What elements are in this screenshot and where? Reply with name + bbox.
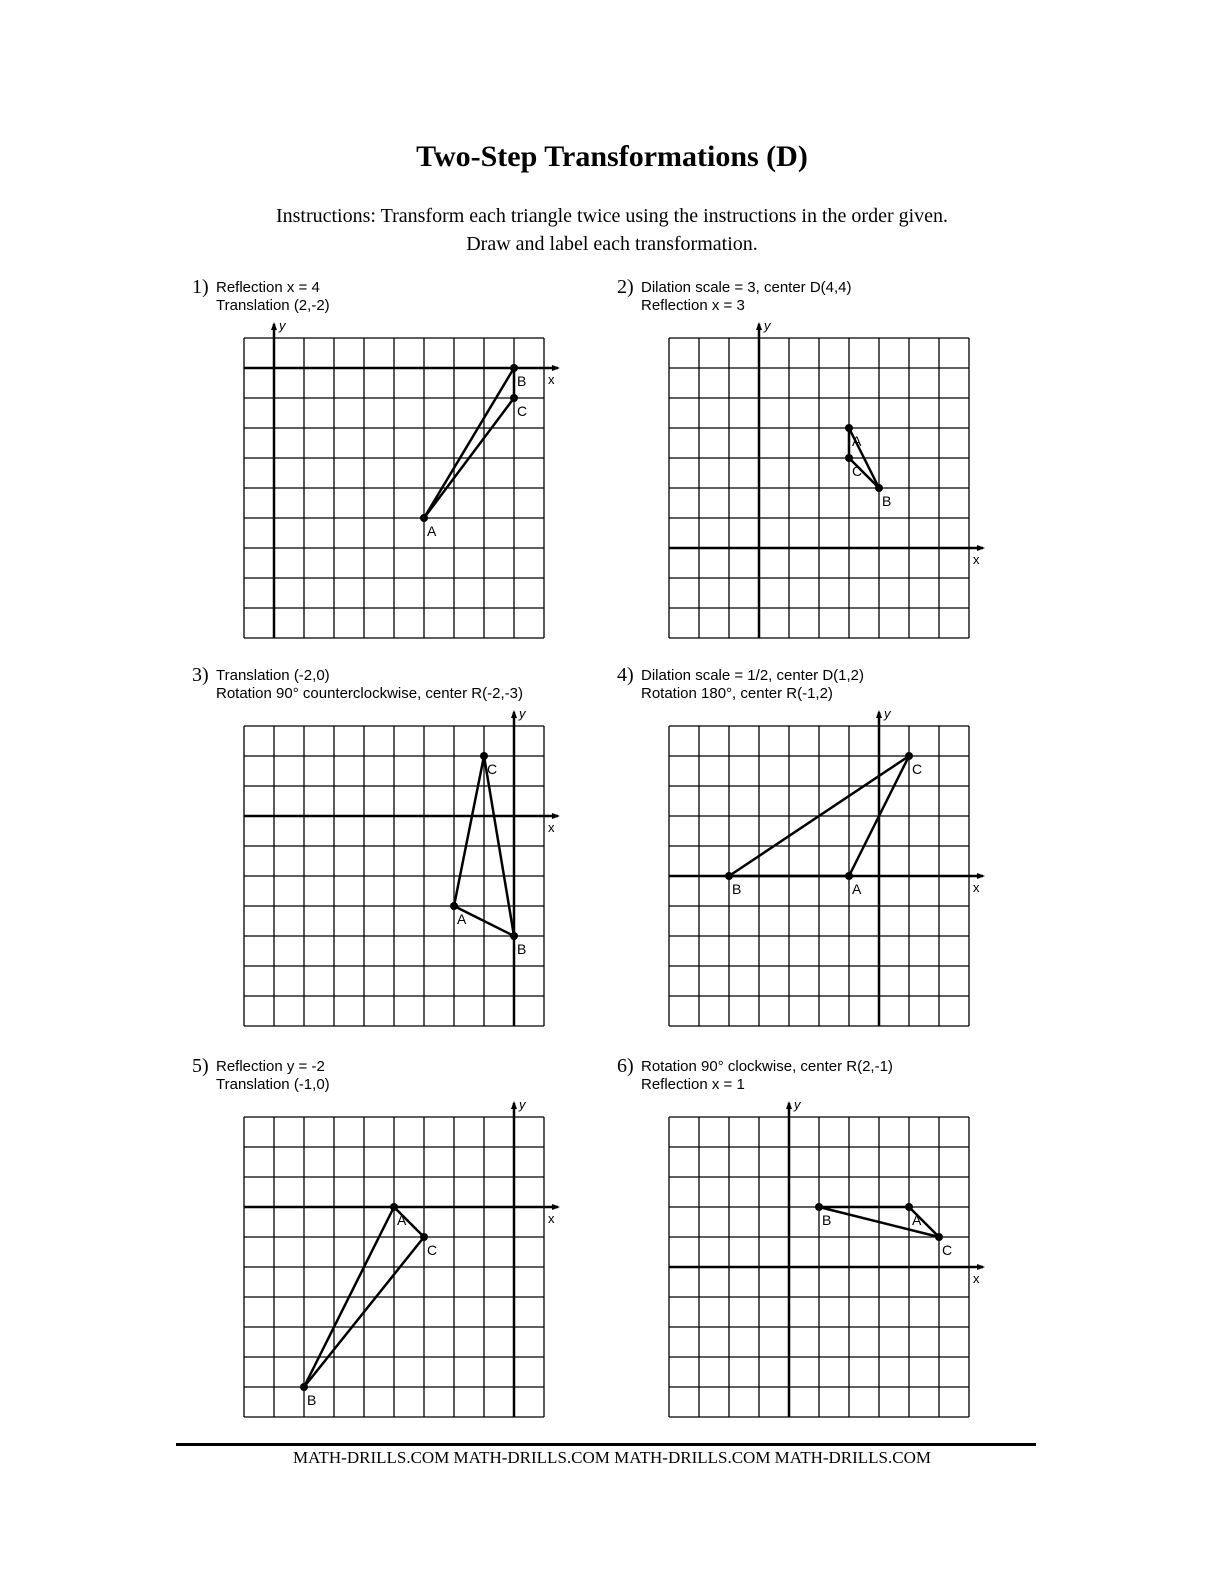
- vertex-point: [510, 394, 518, 402]
- x-axis-label: x: [973, 880, 980, 895]
- instructions: [0, 202, 1224, 258]
- problem-1: [192, 276, 592, 666]
- vertex-point: [510, 932, 518, 940]
- problem-instruction-1: Translation (-2,0): [216, 667, 330, 684]
- problem-instruction-1: Dilation scale = 1/2, center D(1,2): [641, 667, 865, 684]
- problem-instruction-2: Translation (2,-2): [216, 297, 330, 314]
- page-title: Two-Step Transformations (D): [416, 140, 808, 173]
- vertex-label: A: [852, 881, 862, 897]
- x-axis-label: x: [548, 820, 555, 835]
- y-axis-label: y: [764, 318, 771, 333]
- instructions-line-1: Instructions: Transform each triangle twice using the instructions in the order given.: [275, 205, 949, 227]
- vertex-label: C: [427, 1242, 438, 1258]
- y-axis-arrow: [271, 322, 277, 330]
- x-axis-label: x: [548, 1211, 555, 1226]
- problem-instruction-2: Rotation 90° counterclockwise, center R(-2,-3): [216, 685, 523, 702]
- instructions-line-2: Draw and label each transformation.: [466, 233, 758, 255]
- problem-6: [617, 1055, 1017, 1445]
- vertex-label: B: [517, 373, 527, 389]
- problem-number: 2): [617, 276, 634, 298]
- vertex-point: [300, 1383, 308, 1391]
- problem-instruction-2: Reflection x = 1: [641, 1076, 745, 1093]
- y-axis-label: y: [519, 1097, 526, 1112]
- vertex-point: [845, 872, 853, 880]
- problem-4: [617, 664, 1017, 1054]
- problem-number: 3): [192, 664, 209, 686]
- footer-rule: [176, 1443, 1036, 1446]
- problem-3: [192, 664, 592, 1054]
- coordinate-grid: [617, 698, 997, 1038]
- vertex-point: [905, 1203, 913, 1211]
- x-axis-label: x: [548, 372, 555, 387]
- problem-instruction-2: Translation (-1,0): [216, 1076, 330, 1093]
- vertex-point: [725, 872, 733, 880]
- vertex-label: B: [732, 881, 742, 897]
- vertex-label: C: [942, 1242, 953, 1258]
- vertex-label: A: [457, 911, 467, 927]
- coordinate-grid: [617, 310, 997, 650]
- coordinate-grid: [192, 698, 572, 1038]
- vertex-point: [390, 1203, 398, 1211]
- coordinate-grid: [192, 1089, 572, 1429]
- vertex-label: B: [882, 493, 892, 509]
- x-axis-label: x: [973, 1271, 980, 1286]
- y-axis-arrow: [756, 322, 762, 330]
- y-axis-arrow: [876, 710, 882, 718]
- vertex-label: B: [517, 941, 527, 957]
- vertex-point: [510, 364, 518, 372]
- vertex-point: [845, 424, 853, 432]
- y-axis-label: y: [279, 318, 286, 333]
- x-axis-arrow: [977, 873, 985, 879]
- vertex-point: [875, 484, 883, 492]
- x-axis-label: x: [973, 552, 980, 567]
- vertex-label: B: [822, 1212, 832, 1228]
- vertex-label: C: [912, 761, 923, 777]
- problem-number: 6): [617, 1055, 634, 1077]
- x-axis-arrow: [552, 813, 560, 819]
- problem-instruction-2: Rotation 180°, center R(-1,2): [641, 685, 833, 702]
- y-axis-label: y: [519, 706, 526, 721]
- problem-instruction-2: Reflection x = 3: [641, 297, 745, 314]
- problem-number: 5): [192, 1055, 209, 1077]
- y-axis-label: y: [794, 1097, 801, 1112]
- problem-2: [617, 276, 1017, 666]
- x-axis-arrow: [552, 365, 560, 371]
- y-axis-arrow: [511, 1101, 517, 1109]
- vertex-label: C: [487, 761, 498, 777]
- vertex-label: A: [427, 523, 437, 539]
- problem-instruction-1: Reflection x = 4: [216, 279, 320, 296]
- x-axis-arrow: [552, 1204, 560, 1210]
- vertex-point: [450, 902, 458, 910]
- problem-5: [192, 1055, 592, 1445]
- vertex-point: [935, 1233, 943, 1241]
- vertex-label: A: [397, 1212, 407, 1228]
- y-axis-arrow: [786, 1101, 792, 1109]
- problem-instruction-1: Reflection y = -2: [216, 1058, 325, 1075]
- vertex-label: C: [517, 403, 528, 419]
- vertex-point: [845, 454, 853, 462]
- problem-number: 1): [192, 276, 209, 298]
- footer-text: MATH-DRILLS.COM MATH-DRILLS.COM MATH-DRILLS.COM MATH-DRILLS.COM: [293, 1448, 931, 1467]
- vertex-label: C: [852, 463, 863, 479]
- vertex-point: [420, 1233, 428, 1241]
- coordinate-grid: [192, 310, 572, 650]
- y-axis-label: y: [884, 706, 891, 721]
- vertex-label: A: [852, 433, 862, 449]
- vertex-label: B: [307, 1392, 317, 1408]
- y-axis-arrow: [511, 710, 517, 718]
- problem-instruction-1: Dilation scale = 3, center D(4,4): [641, 279, 852, 296]
- vertex-point: [905, 752, 913, 760]
- problem-number: 4): [617, 664, 634, 686]
- vertex-label: A: [912, 1212, 922, 1228]
- problem-instruction-1: Rotation 90° clockwise, center R(2,-1): [641, 1058, 893, 1075]
- vertex-point: [480, 752, 488, 760]
- x-axis-arrow: [977, 545, 985, 551]
- vertex-point: [815, 1203, 823, 1211]
- x-axis-arrow: [977, 1264, 985, 1270]
- triangle: [424, 368, 514, 518]
- vertex-point: [420, 514, 428, 522]
- coordinate-grid: [617, 1089, 997, 1429]
